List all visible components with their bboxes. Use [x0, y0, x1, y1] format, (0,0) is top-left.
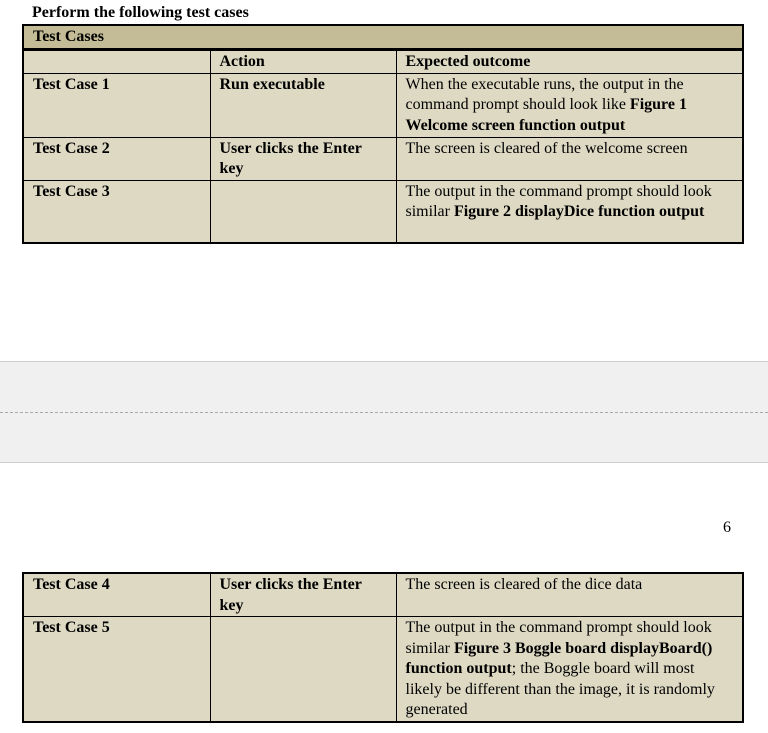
test-case-action [210, 617, 396, 722]
table-row [23, 573, 743, 617]
table-header-row [23, 50, 743, 74]
test-case-action: User clicks the Enter key [210, 573, 396, 617]
header-expected: Expected outcome [396, 50, 743, 74]
expected-text: When the executable runs, the output in the command prompt should look like [405, 75, 684, 113]
test-cases-table-continued [22, 572, 744, 723]
test-case-expected [396, 73, 743, 137]
test-case-label: Test Case 1 [23, 73, 210, 137]
expected-text: The screen is cleared of the welcome screen [405, 139, 688, 157]
test-cases-table [22, 24, 744, 244]
table-title-row [23, 25, 743, 50]
test-case-label: Test Case 4 [23, 573, 210, 617]
expected-text: The output in the command prompt should look similar [405, 619, 712, 657]
table-row [23, 617, 743, 722]
expected-text: The output in the command prompt should look similar [405, 182, 712, 220]
table-row [23, 137, 743, 180]
expected-text: The screen is cleared of the dice data [405, 576, 643, 593]
test-case-action [210, 180, 396, 243]
test-case-expected [396, 137, 743, 180]
test-case-label: Test Case 2 [23, 137, 210, 180]
table-row [23, 180, 743, 243]
expected-tail: ; the Boggle board will most likely be different than the image, it is randomly generated [405, 660, 715, 718]
page-break [0, 361, 768, 463]
table-title: Test Cases [23, 25, 743, 50]
test-case-label: Test Case 3 [23, 180, 210, 243]
test-case-action: Run executable [210, 73, 396, 137]
header-action: Action [210, 50, 396, 74]
expected-figure-ref: Figure 3 Boggle board displayBoard() function output [405, 639, 713, 677]
test-case-action: User clicks the Enter key [210, 137, 396, 180]
table-row [23, 73, 743, 137]
expected-figure-ref: Figure 1 Welcome screen function output [405, 96, 687, 134]
expected-figure-ref: Figure 2 displayDice function output [453, 203, 705, 220]
section-heading: Perform the following test cases [32, 4, 249, 21]
test-case-label: Test Case 5 [23, 617, 210, 722]
page-break-divider [0, 412, 768, 413]
test-case-expected [396, 180, 743, 243]
test-case-expected [396, 617, 743, 722]
page-number: 6 [723, 519, 731, 536]
header-case [23, 50, 210, 74]
test-case-expected [396, 573, 743, 617]
